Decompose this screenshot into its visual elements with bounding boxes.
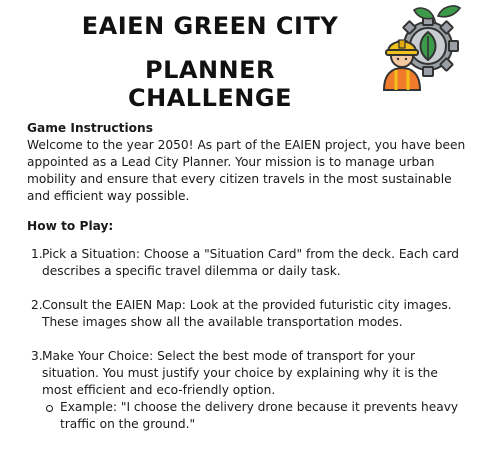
instructions-body: Welcome to the year 2050! As part of the EAIEN project, you have been appointed as a Lead City Planner. Your mission is to manage urban mobility and ensure that every citizen travels in the most sustainable and efficient way possible. (27, 138, 466, 203)
instructions-heading: Game Instructions (27, 121, 153, 135)
sprout-icon (414, 6, 460, 24)
steps-list (22, 246, 467, 450)
list-item (22, 246, 467, 280)
step-text: Consult the EAIEN Map: Look at the provided futuristic city images. These images show all the available transportation modes. (42, 298, 452, 329)
step-number: 2. (31, 298, 43, 312)
page-title-line-1: EAIEN GREEN CITY (81, 12, 339, 40)
example-list (42, 399, 467, 433)
step-number: 1. (31, 247, 43, 261)
step-number: 3. (31, 349, 43, 363)
step-text: Make Your Choice: Select the best mode of transport for your situation. You must justify your choice by explaining why it is the most efficient and eco-friendly option. (42, 349, 438, 397)
instructions-section (27, 120, 467, 205)
city-planner-eco-gear-icon (368, 4, 468, 94)
page-title-line-2: PLANNER CHALLENGE (128, 56, 292, 112)
how-to-play-heading: How to Play: (27, 219, 114, 233)
page-header (0, 0, 487, 112)
step-text: Pick a Situation: Choose a "Situation Card" from the deck. Each card describes a specific travel dilemma or daily task. (42, 247, 460, 278)
list-item (22, 348, 467, 433)
list-item (22, 297, 467, 331)
leaf-icon (421, 32, 436, 60)
example-item: Example: "I choose the delivery drone because it prevents heavy traffic on the ground." (42, 399, 467, 433)
